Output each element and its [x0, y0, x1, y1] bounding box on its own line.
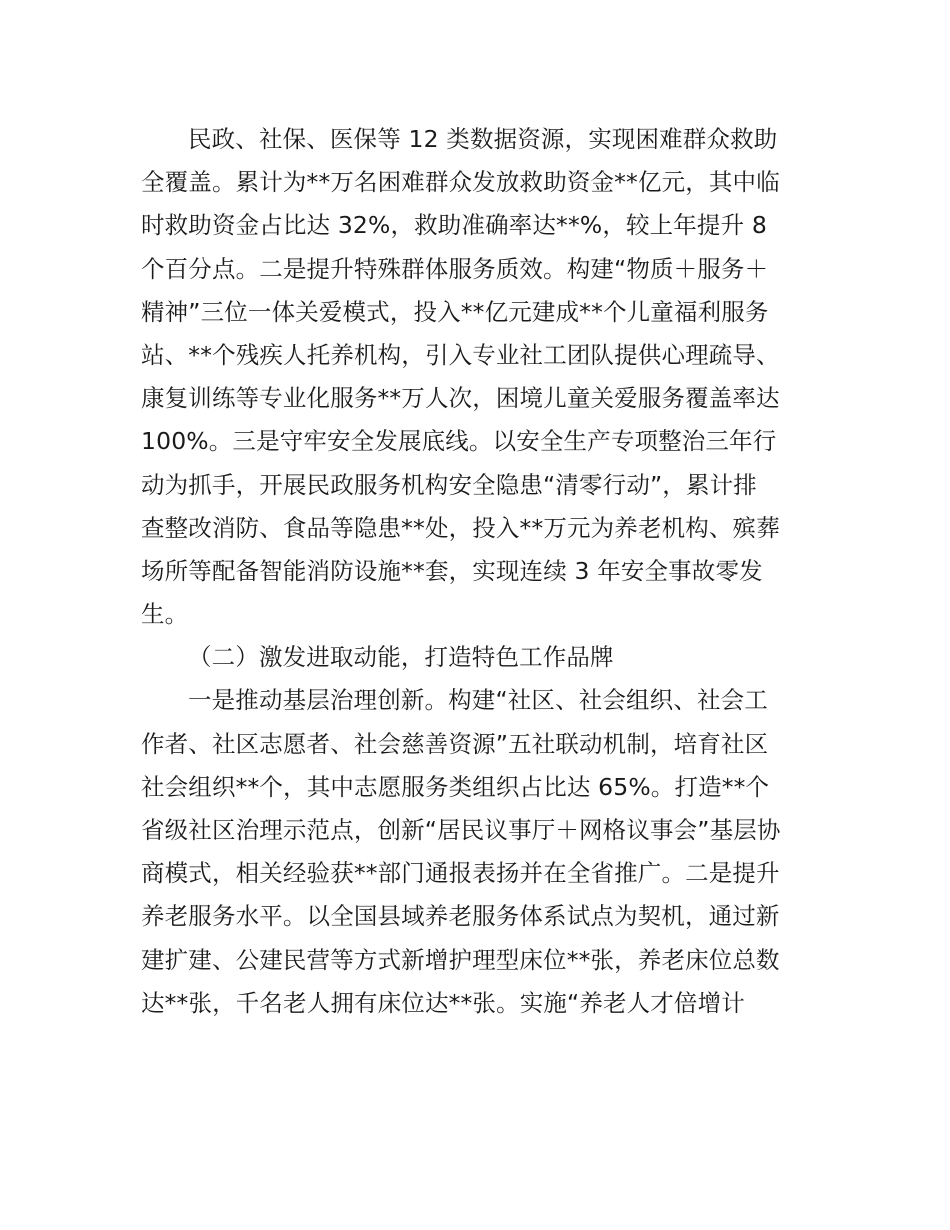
text-line: 民政、社保、医保等 12 类数据资源，实现困难群众救助 — [188, 125, 778, 153]
text-line: 场所等配备智能消防设施**套，实现连续 3 年安全事故零发 — [141, 556, 763, 585]
text-line: 建扩建、公建民营等方式新增护理型床位**张，养老床位总数 — [141, 945, 780, 974]
text-line: 全覆盖。累计为**万名困难群众发放救助资金**亿元，其中临 — [141, 168, 780, 197]
text-line: 查整改消防、食品等隐患**处，投入**万元为养老机构、殡葬 — [141, 513, 780, 542]
text-line: 个百分点。二是提升特殊群体服务质效。构建“物质＋服务＋ — [141, 254, 769, 283]
text-line: 省级社区治理示范点，创新“居民议事厅＋网格议事会”基层协 — [141, 816, 781, 844]
text-line: 时救助资金占比达 32%，救助准确率达**%，较上年提升 8 — [141, 211, 767, 240]
text-line: 商模式，相关经验获**部门通报表扬并在全省推广。二是提升 — [141, 859, 780, 888]
text-line: 一是推动基层治理创新。构建“社区、社会组织、社会工 — [188, 686, 768, 715]
text-line: 生。 — [141, 600, 189, 629]
text-line: 养老服务水平。以全国县域养老服务体系试点为契机，通过新 — [141, 902, 780, 931]
text-line: 100%。三是守牢安全发展底线。以安全生产专项整治三年行 — [141, 427, 777, 456]
document-body — [141, 118, 811, 1025]
text-line: 动为抓手，开展民政服务机构安全隐患“清零行动”，累计排 — [141, 470, 757, 499]
text-line: 作者、社区志愿者、社会慈善资源”五社联动机制，培育社区 — [141, 729, 769, 758]
text-line: 站、**个残疾人托养机构，引入专业社工团队提供心理疏导、 — [141, 340, 780, 369]
section-heading: （二）激发进取动能，打造特色工作品牌 — [188, 643, 614, 672]
text-line: 康复训练等专业化服务**万人次，困境儿童关爱服务覆盖率达 — [141, 384, 780, 413]
text-line: 达**张，千名老人拥有床位达**张。实施“养老人才倍增计 — [141, 988, 745, 1017]
text-line: 精神”三位一体关爱模式，投入**亿元建成**个儿童福利服务 — [141, 297, 769, 326]
text-line: 社会组织**个，其中志愿服务类组织占比达 65%。打造**个 — [141, 772, 770, 801]
